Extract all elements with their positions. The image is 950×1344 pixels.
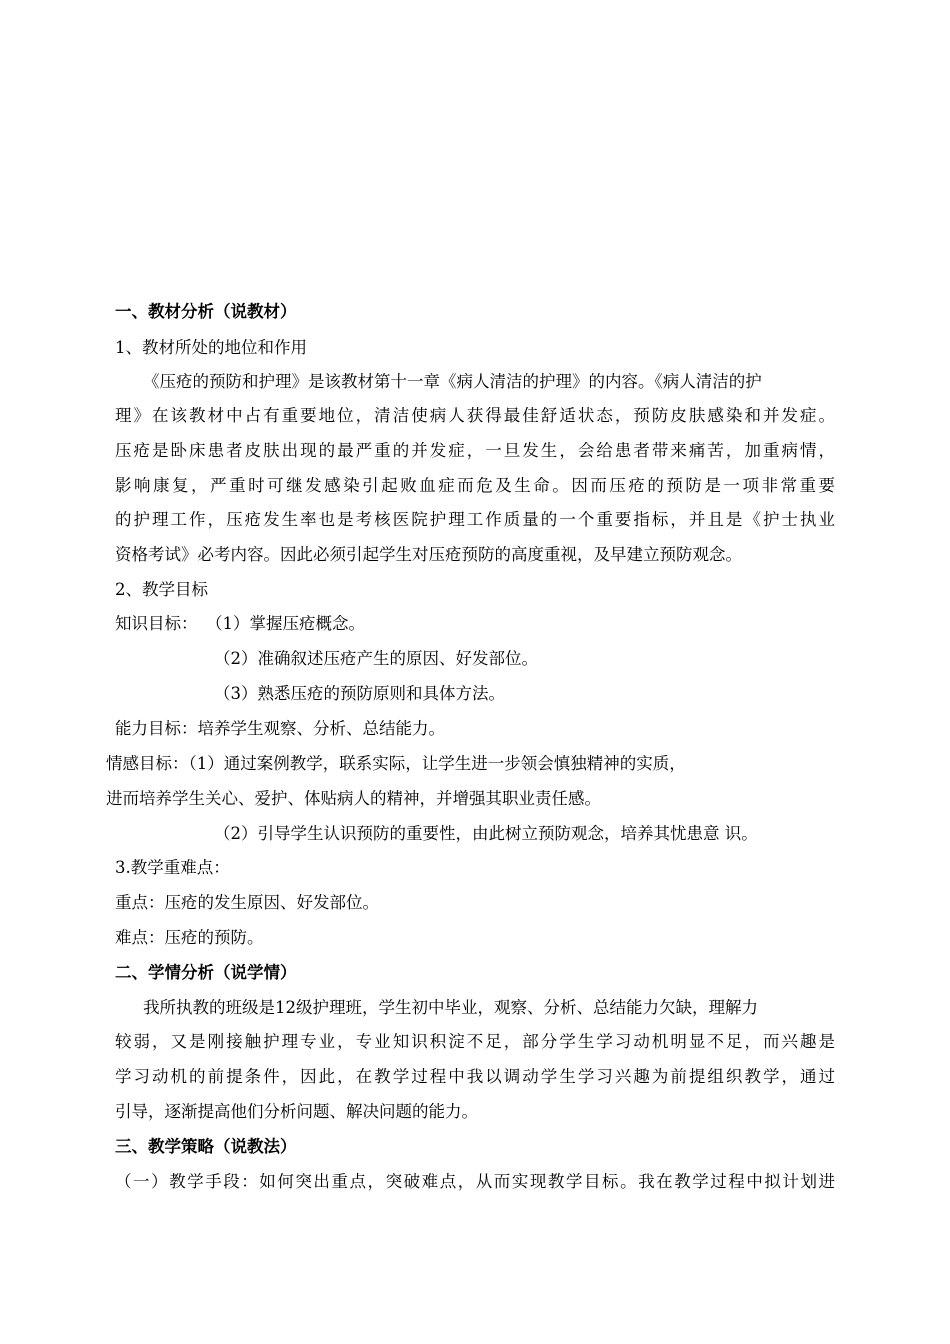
paragraph-line: 理》在该教材中占有重要地位，清洁使病人获得最佳舒适状态，预防皮肤感染和并发症。: [115, 406, 835, 425]
paragraph-line: 引导，逐渐提高他们分析问题、解决问题的能力。: [115, 1102, 478, 1121]
emotion-goal-line: 进而培养学生关心、爱护、体贴病人的精神，并增强其职业责任感。: [106, 789, 601, 808]
subsection2-title: 2、教学目标: [115, 580, 208, 599]
section3-title: 三、教学策略（说教法）: [115, 1137, 297, 1156]
paragraph-line: 压疮是卧床患者皮肤出现的最严重的并发症，一旦发生，会给患者带来痛苦，加重病情，: [115, 441, 835, 460]
knowledge-goal-item: （1）掌握压疮概念。: [206, 614, 365, 633]
section1-title: 一、教材分析（说教材）: [115, 302, 297, 321]
emotion-goal-item: （2）引导学生认识预防的重要性，由此树立预防观念，培养其忧患意 识。: [214, 824, 758, 843]
paragraph-line: 的护理工作，压疮发生率也是考核医院护理工作质量的一个重要指标，并且是《护士执业: [115, 510, 835, 529]
emotion-goal-line: 情感目标：（1）通过案例教学，联系实际，让学生进一步领会慎独精神的实质，: [106, 754, 686, 773]
paragraph-line: 我所执教的班级是12级护理班，学生初中毕业，观察、分析、总结能力欠缺，理解力: [143, 998, 758, 1017]
knowledge-goal-item: （3）熟悉压疮的预防原则和具体方法。: [214, 684, 505, 703]
knowledge-goal-item: （2）准确叙述压疮产生的原因、好发部位。: [214, 649, 538, 668]
paragraph-line: 资格考试》必考内容。因此必须引起学生对压疮预防的高度重视，及早建立预防观念。: [115, 545, 742, 564]
ability-goal: 能力目标：培养学生观察、分析、总结能力。: [115, 719, 445, 738]
subsection1-title: 1、教材所处的地位和作用: [115, 338, 307, 357]
paragraph-line: 较弱，又是刚接触护理专业，专业知识积淀不足，部分学生学习动机明显不足，而兴趣是: [115, 1032, 835, 1051]
paragraph-line: 《压疮的预防和护理》是该教材第十一章《病人清洁的护理》的内容。《病人清洁的护: [143, 372, 762, 391]
paragraph-line: 学习动机的前提条件，因此，在教学过程中我以调动学生学习兴趣为前提组织教学，通过: [115, 1067, 835, 1086]
subsection3-title: 3.教学重难点：: [115, 858, 230, 877]
key-point: 重点：压疮的发生原因、好发部位。: [115, 893, 379, 912]
paragraph-line: （一）教学手段：如何突出重点，突破难点，从而实现教学目标。我在教学过程中拟计划进: [115, 1172, 835, 1191]
paragraph-line: 影响康复，严重时可继发感染引起败血症而危及生命。因而压疮的预防是一项非常重要: [115, 476, 835, 495]
difficult-point: 难点：压疮的预防。: [115, 928, 264, 947]
knowledge-goal-label: 知识目标：: [115, 614, 198, 633]
section2-title: 二、学情分析（说学情）: [115, 963, 297, 982]
